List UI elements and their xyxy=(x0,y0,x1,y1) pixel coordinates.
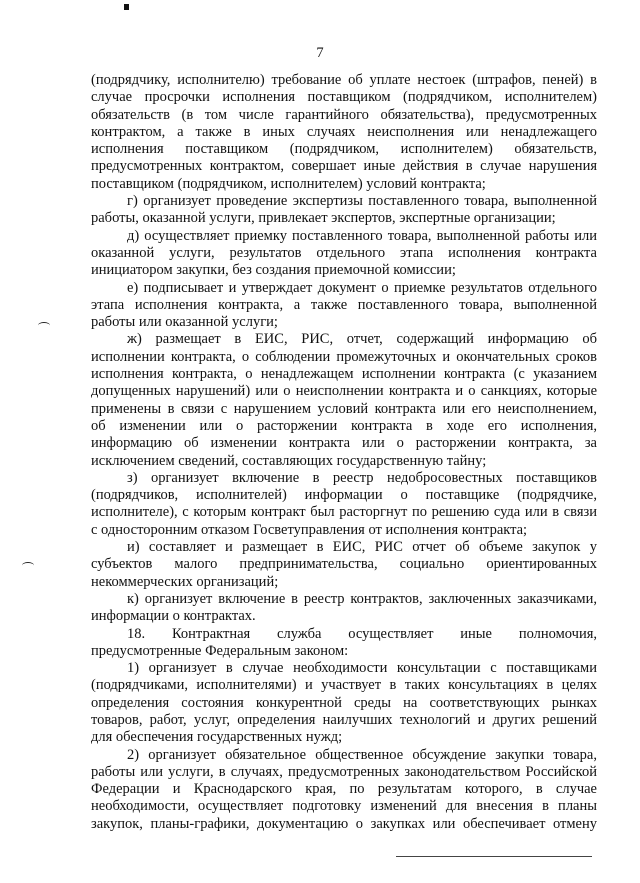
footer-rule xyxy=(396,856,592,857)
scan-artifact xyxy=(124,4,129,10)
text-line: случае просрочки исполнения поставщиком (подрядчиком, исполнителем) xyxy=(91,89,597,106)
text-line: информацию об изменении контракта или о расторжении контракта, за xyxy=(91,435,597,452)
text-line: инициатором закупки, без создания приемочной комиссии; xyxy=(91,262,456,279)
text-line: 2) организует обязательное общественное обсуждение закупки товара, xyxy=(127,746,597,763)
text-line: этапа исполнения контракта, а также поставленного товара, выполненной xyxy=(91,296,597,313)
text-line: товаров, работ, услуг, определения наилучших технологий и других решений xyxy=(91,711,597,728)
text-line: работы или услуги, в случаях, предусмотренных законодательством Российской xyxy=(91,763,597,780)
text-line: поставщиком (подрядчиком, исполнителем) условий контракта; xyxy=(91,175,486,192)
text-line: (подрядчику, исполнителю) требование об уплате нестоек (штрафов, пеней) в xyxy=(91,72,597,88)
text-line: (подрядчиками, исполнителями) и участвует в таких консультациях в целях xyxy=(91,677,597,694)
text-line: 18. Контрактная служба осуществляет иные полномочия, xyxy=(127,625,597,642)
text-line: д) осуществляет приемку поставленного товара, выполненной работы или xyxy=(127,227,597,244)
text-line: Федерации и Краснодарского края, по результатам которого, в случае xyxy=(91,781,597,798)
text-line: некоммерческих организаций; xyxy=(91,573,279,590)
text-line: допущенных нарушений) или о неисполнении контракта и о санкциях, которые xyxy=(91,383,597,400)
text-line: с односторонним отказом Госветуправления от исполнения контракта; xyxy=(91,521,528,538)
text-line: предусмотренные Федеральным законом: xyxy=(91,642,349,659)
text-line: контрактом, а также в иных случаях неисполнения или ненадлежащего xyxy=(91,123,597,140)
text-line: применены в связи с нарушением условий контракта или его неисполнением, xyxy=(91,400,597,417)
text-line: г) организует проведение экспертизы поставленного товара, выполненной xyxy=(127,193,597,210)
text-line: исполнителе), с которым контракт был расторгнут по решению суда или в связи xyxy=(91,504,597,521)
document-body xyxy=(91,72,597,833)
text-line: ж) размещает в ЕИС, РИС, отчет, содержащий информацию об xyxy=(127,331,597,348)
text-line: исполнения поставщиком (подрядчиком, исполнителем) обязательств, xyxy=(91,141,597,158)
text-line: определения состояния конкурентной среды на соответствующих рынках xyxy=(91,694,597,711)
text-line: работы или оказанной услуги; xyxy=(91,314,278,331)
page-number: 7 xyxy=(316,45,324,61)
text-line: работы, оказанной услуги, привлекает экспертов, экспертные организации; xyxy=(91,210,556,227)
text-line: об изменении или о расторжении контракта в ходе его исполнения, xyxy=(91,417,597,434)
text-line: з) организует включение в реестр недобросовестных поставщиков xyxy=(127,469,597,486)
text-line: (подрядчиков, исполнителей) информации о поставщике (подрядчике, xyxy=(91,487,597,504)
text-line: исполнения контракта, о ненадлежащем исполнении контракта (с указанием xyxy=(91,366,597,383)
text-line: субъектов малого предпринимательства, социально ориентированных xyxy=(91,556,597,573)
text-line: закупок, планы-графики, документацию о закупках или обеспечивает отмену xyxy=(91,815,597,832)
text-line: для обеспечения государственных нужд; xyxy=(91,729,343,746)
text-line: информации о контрактах. xyxy=(91,608,256,625)
text-line: и) составляет и размещает в ЕИС, РИС отчет об объеме закупок у xyxy=(127,539,597,556)
margin-mark xyxy=(22,562,34,569)
text-line: необходимости, осуществляет подготовку изменений для внесения в планы xyxy=(91,798,597,815)
text-line: оказанной услуги, результатов отдельного этапа исполнения контракта xyxy=(91,244,597,261)
margin-mark xyxy=(38,322,50,329)
text-line: обязательств (в том числе гарантийного обязательства), предусмотренных xyxy=(91,106,597,123)
text-line: исполнении контракта, о соблюдении промежуточных и окончательных сроков xyxy=(91,348,597,365)
text-line: 1) организует в случае необходимости консультации с поставщиками xyxy=(127,660,597,677)
text-line: е) подписывает и утверждает документ о приемке результатов отдельного xyxy=(127,279,597,296)
text-line: исключением сведений, составляющих государственную тайну; xyxy=(91,452,487,469)
text-line: к) организует включение в реестр контрактов, заключенных заказчиками, xyxy=(127,590,597,607)
text-line: предусмотренных контрактом, совершает иные действия в случае нарушения xyxy=(91,158,597,175)
